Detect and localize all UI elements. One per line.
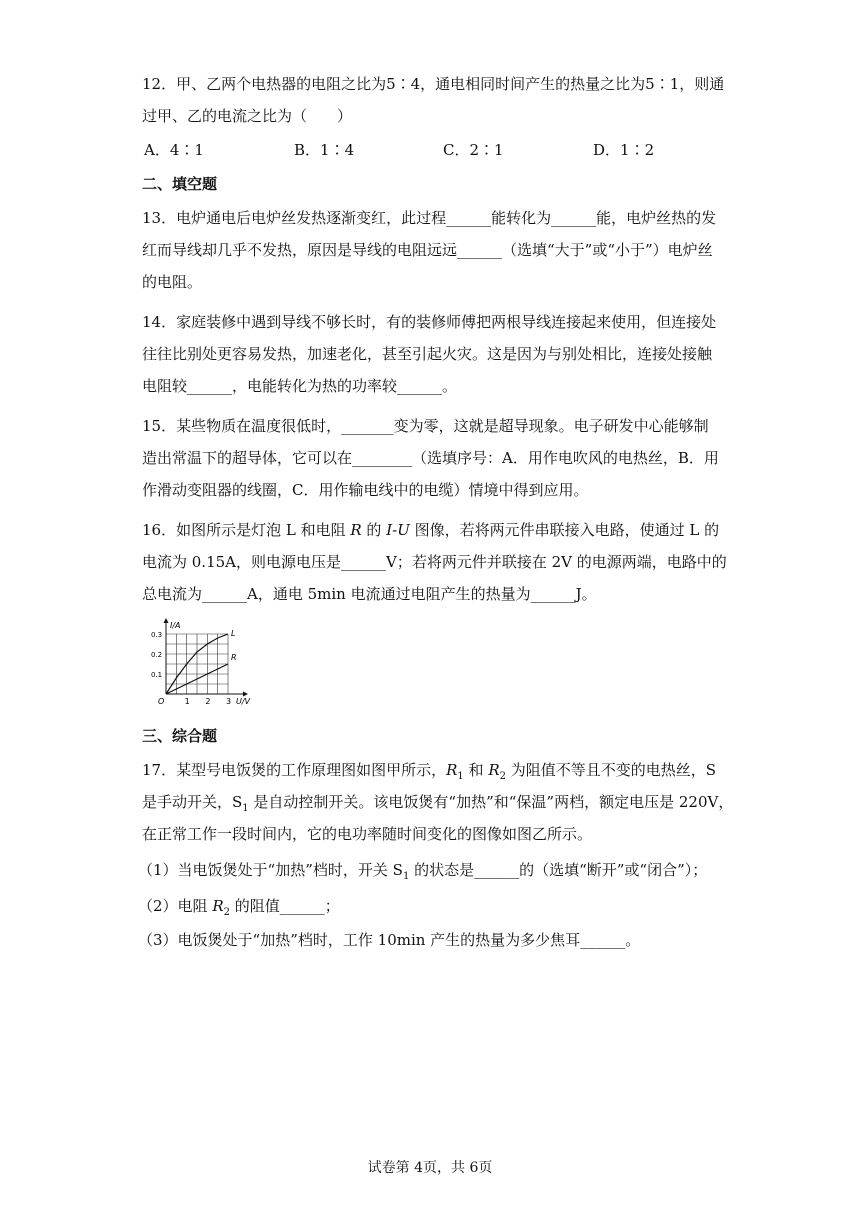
q13-line-1: 13．电炉通电后电炉丝发热逐渐变红，此过程______能转化为______能，电炉丝热的发 [142, 209, 717, 227]
q16-line-1 [142, 520, 719, 540]
x-tick-label: 3 [226, 697, 232, 706]
q14-line-2: 往往比别处更容易发热，加速老化，甚至引起火灾。这是因为与别处相比，连接处接触 [142, 345, 713, 363]
origin-label: O [158, 697, 165, 706]
q14-line-3: 电阻较______，电能转化为热的功率较______。 [142, 377, 458, 395]
x-axis-arrow [243, 692, 248, 697]
x-tick-label: 1 [184, 697, 190, 706]
q12-line-2: 过甲、乙的电流之比为（ ） [142, 107, 353, 125]
series-label-l: L [231, 629, 236, 638]
series-label-r: R [231, 653, 237, 662]
iu-graph [146, 616, 258, 712]
y-axis-label: I/A [170, 621, 181, 630]
section-heading-fill-blank: 二、填空题 [142, 175, 218, 193]
q16-line-1-part-c: 的 [361, 521, 387, 539]
q16-line-3: 总电流为______A，通电 5min 电流通过电阻产生的热量为______J。 [142, 585, 597, 603]
q16-line-2: 电流为 0.15A，则电源电压是______V；若将两元件并联接在 2V 的电源两端，电路中的 [142, 553, 727, 571]
q13-line-3: 的电阻。 [142, 273, 203, 291]
q12-option-a: A．4∶1 [144, 141, 204, 159]
x-tick-label: 2 [205, 697, 211, 706]
q17-part-2-a: （2）电阻 [138, 897, 213, 915]
q16-line-1-part-e: 图像，若将两元件串联接入电路，使通过 L 的 [409, 521, 720, 539]
q14-line-1: 14．家庭装修中遇到导线不够长时，有的装修师傅把两根导线连接起来使用，但连接处 [142, 313, 717, 331]
q17-line-2-part-a: 是手动开关，S [142, 793, 243, 811]
y-tick-label: 0.2 [151, 651, 163, 659]
q12-line-1: 12．甲、乙两个电热器的电阻之比为5∶4，通电相同时间产生的热量之比为5∶1，则通 [142, 75, 725, 93]
q17-part-2-subscript: 2 [223, 907, 230, 918]
q16-iu-symbol: I-U [386, 521, 410, 539]
q17-r1-symbol: R [446, 761, 458, 779]
q17-part-1 [138, 860, 707, 887]
q12-options [142, 140, 742, 160]
q17-part-2-b: 的阻值______； [229, 897, 340, 915]
q15-line-1: 15．某些物质在温度很低时，_______变为零，这就是超导现象。电子研发中心能够制 [142, 417, 709, 435]
chart-grid [166, 634, 228, 694]
q12-option-c: C．2∶1 [443, 141, 504, 159]
q17-part-2 [138, 896, 340, 923]
q15-line-3: 作滑动变阻器的线圈，C．用作输电线中的电缆）情境中得到应用。 [142, 481, 589, 499]
page-footer: 试卷第 4页，共 6页 [367, 1160, 493, 1176]
q16-line-1-part-a: 16．如图所示是灯泡 L 和电阻 [142, 521, 351, 539]
q16-r-symbol: R [350, 521, 362, 539]
q17-line-2 [142, 792, 733, 819]
q17-line-1-part-c: 为阻值不等且不变的电热丝，S [505, 761, 717, 779]
q17-part-1-a: （1）当电饭煲处于“加热”档时，开关 S [138, 861, 403, 879]
y-axis-arrow [164, 618, 169, 623]
q17-line-1 [142, 760, 716, 787]
q17-part-2-r-symbol: R [212, 897, 224, 915]
q15-line-2: 造出常温下的超导体，它可以在________（选填序号：A．用作电吹风的电热丝，B．用 [142, 449, 719, 467]
q12-option-b: B．1∶4 [294, 141, 355, 159]
y-tick-label: 0.1 [151, 671, 163, 679]
q13-line-2: 红而导线却几乎不发热，原因是导线的电阻远远______（选填“大于”或“小于”）电炉丝 [142, 241, 713, 259]
y-tick-label: 0.3 [151, 631, 163, 639]
q17-line-2-part-b: 是自动控制开关。该电饭煲有“加热”和“保温”两档，额定电压是 220V， [248, 793, 734, 811]
q17-r1-subscript: 1 [457, 771, 464, 782]
q17-s1-subscript: 1 [242, 803, 249, 814]
q17-r2-symbol: R [488, 761, 500, 779]
q17-line-1-part-a: 17．某型号电饭煲的工作原理图如图甲所示， [142, 761, 447, 779]
x-axis-label: U/V [236, 697, 251, 706]
q17-part-3: （3）电饭煲处于“加热”档时，工作 10min 产生的热量为多少焦耳______。 [138, 931, 641, 949]
q17-line-1-part-b: 和 [463, 761, 489, 779]
q17-part-1-subscript: 1 [402, 871, 410, 882]
q17-r2-subscript: 2 [499, 771, 506, 782]
q17-line-3: 在正常工作一段时间内，它的电功率随时间变化的图像如图乙所示。 [142, 825, 593, 843]
q17-part-1-b: 的状态是______的（选填“断开”或“闭合”）； [409, 861, 708, 879]
q12-option-d: D．1∶2 [593, 141, 655, 159]
section-heading-comprehensive: 三、综合题 [142, 727, 218, 745]
